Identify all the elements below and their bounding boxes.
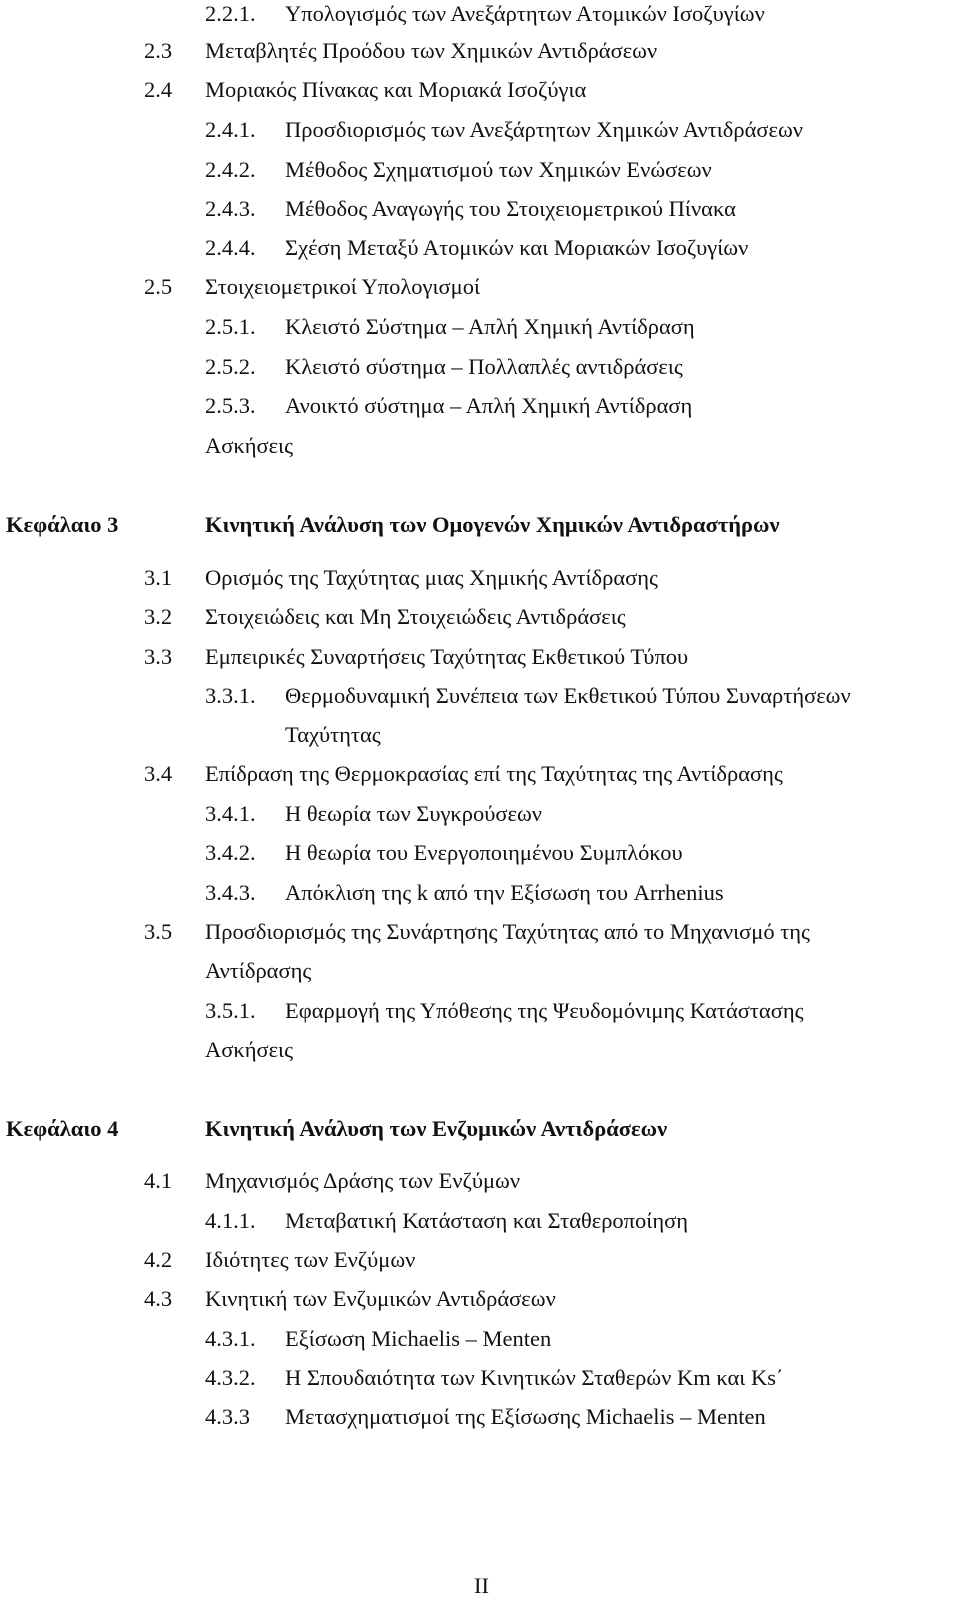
- toc-entry-text: Επίδραση της Θερμοκρασίας επί της Ταχύτητας της Αντίδρασης: [205, 761, 783, 786]
- toc-entry-number: 4.1: [144, 1168, 173, 1193]
- toc-entry-number: 3.2: [144, 604, 173, 629]
- toc-entry-number: 2.5.3.: [205, 393, 256, 418]
- toc-entry-text: Στοιχειώδεις και Μη Στοιχειώδεις Αντιδράσεις: [205, 604, 626, 629]
- toc-entry-text: Κλειστό Σύστημα – Απλή Χημική Αντίδραση: [285, 314, 695, 339]
- toc-entry-text: Μεταβλητές Προόδου των Χημικών Αντιδράσεων: [205, 38, 658, 63]
- toc-entry-text: Μέθοδος Αναγωγής του Στοιχειομετρικού Πίνακα: [285, 196, 736, 221]
- toc-entry-text: Μοριακός Πίνακας και Μοριακά Ισοζύγια: [205, 77, 587, 102]
- toc-entry-number: 2.5: [144, 274, 173, 299]
- chapter-label: Κεφάλαιο 3: [6, 512, 119, 537]
- toc-entry-number: 2.4.2.: [205, 157, 256, 182]
- toc-entry-number: 2.4: [144, 77, 173, 102]
- toc-entry-text: Ορισμός της Ταχύτητας μιας Χημικής Αντίδρασης: [205, 565, 658, 590]
- toc-entry-number: 4.2: [144, 1247, 173, 1272]
- chapter-title: Κινητική Ανάλυση των Ομογενών Χημικών Αντιδραστήρων: [205, 512, 780, 537]
- toc-entry-number: 4.1.1.: [205, 1208, 256, 1233]
- toc-entry-text: Κλειστό σύστημα – Πολλαπλές αντιδράσεις: [285, 354, 683, 379]
- toc-entry-text: Μεταβατική Κατάσταση και Σταθεροποίηση: [285, 1208, 689, 1233]
- toc-entry-text: Στοιχειομετρικοί Υπολογισμοί: [205, 274, 481, 299]
- toc-entry-text: Ασκήσεις: [205, 433, 294, 458]
- toc-entry-number: 3.4: [144, 761, 173, 786]
- toc-entry-text: Θερμοδυναμική Συνέπεια των Εκθετικού Τύπου Συναρτήσεων: [285, 683, 851, 708]
- toc-entry-number: 2.2.1.: [205, 1, 256, 26]
- toc-entry-number: 3.3: [144, 644, 173, 669]
- chapter-title: Κινητική Ανάλυση των Ενζυμικών Αντιδράσεων: [205, 1116, 668, 1141]
- toc-entry-text: Ανοικτό σύστημα – Απλή Χημική Αντίδραση: [285, 393, 693, 418]
- toc-entry-text: Κινητική των Ενζυμικών Αντιδράσεων: [205, 1286, 556, 1311]
- toc-entry-number: 2.5.1.: [205, 314, 256, 339]
- toc-entry-text: Ιδιότητες των Ενζύμων: [205, 1247, 416, 1272]
- toc-entry-number: 2.4.1.: [205, 117, 256, 142]
- toc-entry-number: 2.3: [144, 38, 173, 63]
- toc-entry-text: Σχέση Μεταξύ Ατομικών και Μοριακών Ισοζυγίων: [285, 235, 749, 260]
- toc-entry-text: Προσδιορισμός των Ανεξάρτητων Χημικών Αντιδράσεων: [285, 117, 803, 142]
- toc-entry-number: 4.3.1.: [205, 1326, 256, 1351]
- toc-entry-text: Εφαρμογή της Υπόθεσης της Ψευδομόνιμης Κατάστασης: [285, 998, 804, 1023]
- toc-entry-text: Αντίδρασης: [205, 958, 312, 983]
- toc-entry-number: 3.4.2.: [205, 840, 256, 865]
- toc-entry-number: 3.5.1.: [205, 998, 256, 1023]
- toc-entry-number: 3.4.3.: [205, 880, 256, 905]
- toc-entry-text: Απόκλιση της k από την Εξίσωση του Arrhenius: [285, 880, 724, 905]
- toc-entry-text: Εξίσωση Michaelis – Menten: [285, 1326, 552, 1351]
- toc-entry-number: 3.3.1.: [205, 683, 256, 708]
- toc-entry-text: Η θεωρία του Ενεργοποιημένου Συμπλόκου: [285, 840, 683, 865]
- toc-entry-text: Η Σπουδαιότητα των Κινητικών Σταθερών Km και Ks΄: [285, 1365, 784, 1390]
- toc-entry-text: Ταχύτητας: [285, 722, 381, 747]
- chapter-label: Κεφάλαιο 4: [6, 1116, 119, 1141]
- toc-entry-number: 4.3: [144, 1286, 173, 1311]
- toc-entry-text: Μετασχηματισμοί της Εξίσωσης Michaelis – Menten: [285, 1404, 766, 1429]
- page-number: II: [474, 1573, 489, 1598]
- toc-entry-number: 3.1: [144, 565, 173, 590]
- toc-entry-text: Υπολογισμός των Ανεξάρτητων Ατομικών Ισοζυγίων: [285, 1, 765, 26]
- toc-entry-text: Η θεωρία των Συγκρούσεων: [285, 801, 542, 826]
- toc-entry-number: 2.4.3.: [205, 196, 256, 221]
- toc-entry-number: 3.4.1.: [205, 801, 256, 826]
- toc-entry-number: 4.3.2.: [205, 1365, 256, 1390]
- toc-entry-number: 2.5.2.: [205, 354, 256, 379]
- toc-entry-number: 2.4.4.: [205, 235, 256, 260]
- toc-entry-text: Ασκήσεις: [205, 1037, 294, 1062]
- toc-entry-text: Εμπειρικές Συναρτήσεις Ταχύτητας Εκθετικού Τύπου: [205, 644, 689, 669]
- toc-entry-text: Προσδιορισμός της Συνάρτησης Ταχύτητας από το Μηχανισμό της: [205, 919, 810, 944]
- toc-entry-number: 3.5: [144, 919, 173, 944]
- toc-entry-text: Μέθοδος Σχηματισμού των Χημικών Ενώσεων: [285, 157, 712, 182]
- toc-entry-number: 4.3.3: [205, 1404, 250, 1429]
- toc-entry-text: Μηχανισμός Δράσης των Ενζύμων: [205, 1168, 520, 1193]
